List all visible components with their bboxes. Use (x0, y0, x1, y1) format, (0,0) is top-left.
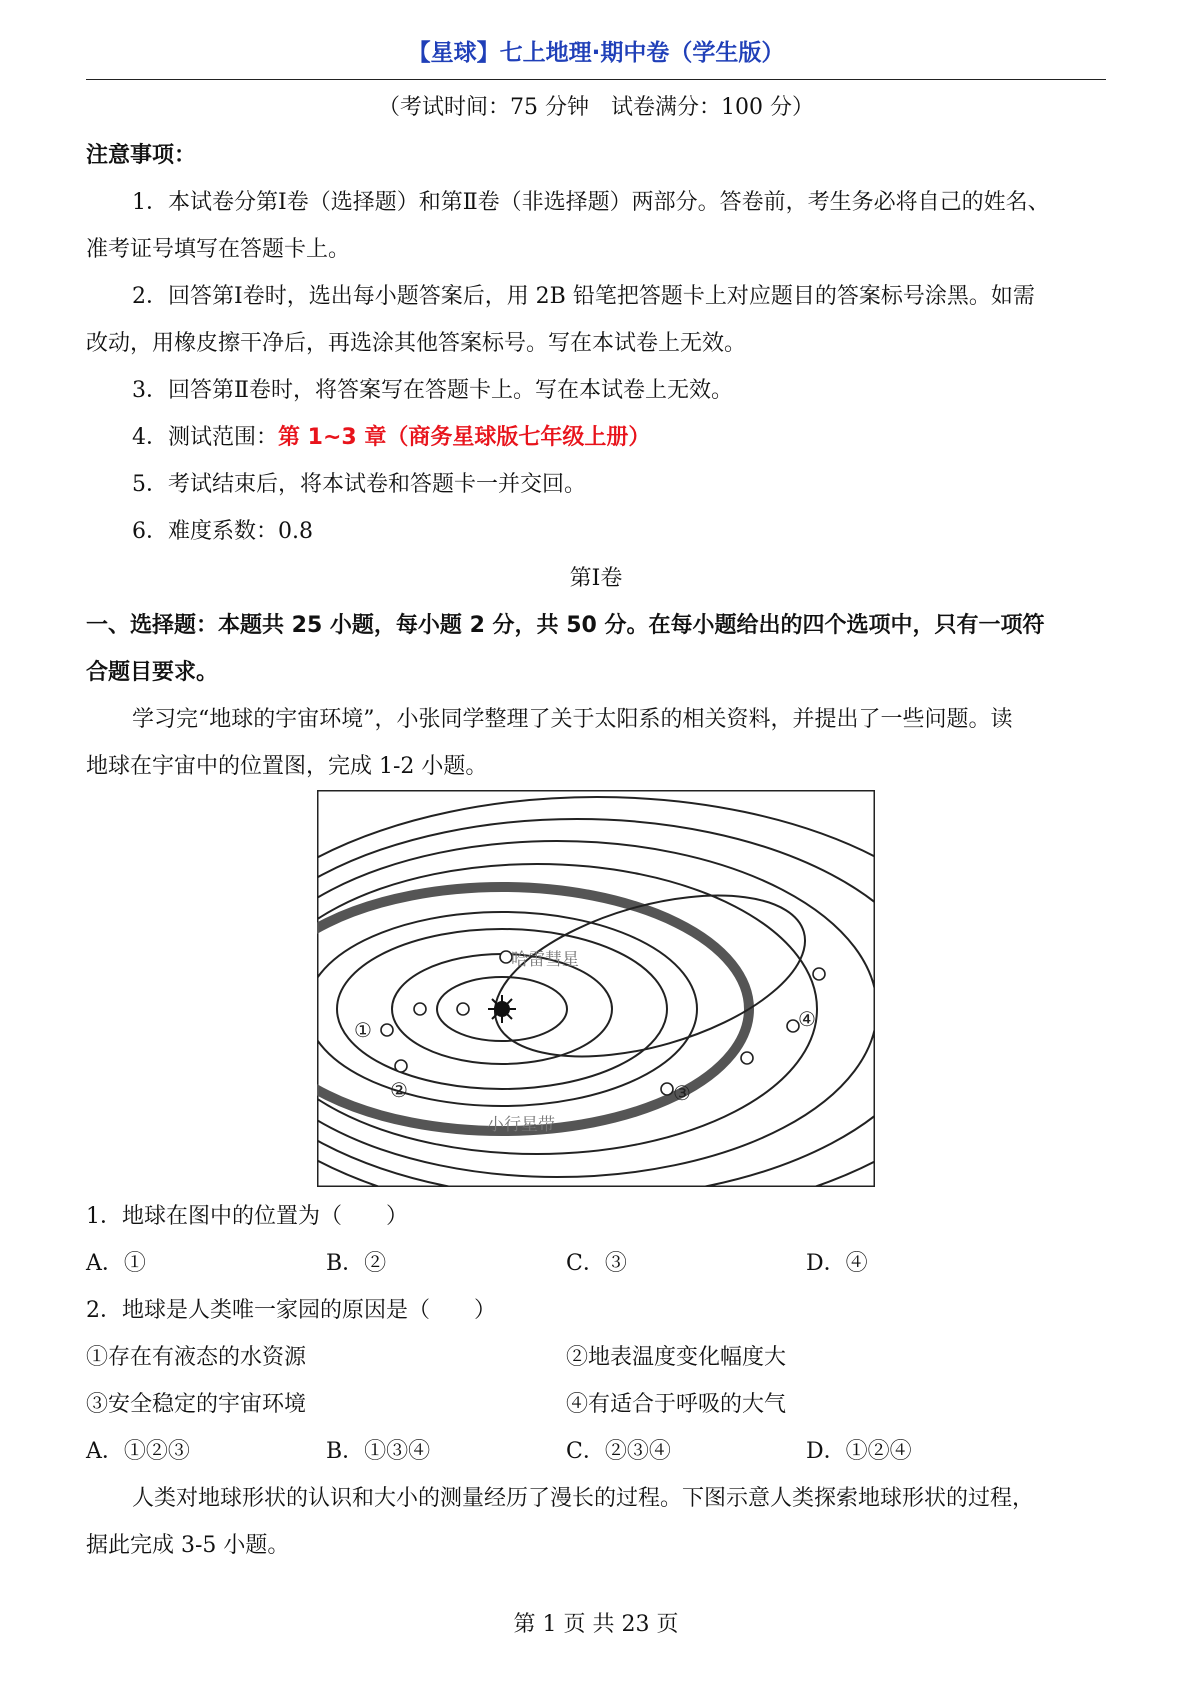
planet-venus (414, 1003, 426, 1015)
planet-marker-2 (395, 1060, 407, 1072)
q1-option-b: B．② (326, 1251, 387, 1276)
passage1-text-cont: 地球在宇宙中的位置图，完成 1-2 小题。 (86, 754, 488, 779)
volume-title: 第Ⅰ卷 (569, 566, 623, 591)
planet-saturn (741, 1052, 753, 1064)
passage2-text: 人类对地球形状的认识和大小的测量经历了漫长的过程。下图示意人类探索地球形状的过程， (132, 1486, 1035, 1511)
notice-item-3: 3．回答第Ⅱ卷时，将答案写在答题卡上。写在本试卷上无效。 (132, 378, 733, 403)
section1-heading: 一、选择题：本题共 25 小题，每小题 2 分，共 50 分。在每小题给出的四个选项中，只有一项符 (86, 613, 1045, 638)
header-divider (86, 79, 1106, 80)
passage2-text-cont: 据此完成 3-5 小题。 (86, 1533, 290, 1558)
marker-label-2: ② (390, 1078, 408, 1102)
q2-statement-4: ④有适合于呼吸的大气 (566, 1392, 787, 1417)
planet-marker-1 (381, 1024, 393, 1036)
marker-label-4: ④ (798, 1007, 816, 1031)
notice-item-4-prefix: 4．测试范围： (132, 425, 278, 450)
q2-statement-3: ③安全稳定的宇宙环境 (86, 1392, 307, 1417)
q2-option-b: B．①③④ (326, 1439, 431, 1464)
exam-info: （考试时间：75 分钟 试卷满分：100 分） (378, 95, 814, 120)
marker-label-3: ③ (673, 1081, 691, 1105)
planet-neptune (813, 968, 825, 980)
solar-system-diagram (317, 790, 875, 1187)
notice-item-2: 2．回答第Ⅰ卷时，选出每小题答案后，用 2B 铅笔把答题卡上对应题目的答案标号涂黑。如需 (132, 284, 1035, 309)
asteroid-belt-label: 小行星带 (487, 1115, 555, 1135)
question-2-stem: 2．地球是人类唯一家园的原因是（ ） (86, 1298, 496, 1323)
q2-option-c: C．②③④ (566, 1439, 671, 1464)
notice-item-1-cont: 准考证号填写在答题卡上。 (86, 237, 351, 262)
notice-heading: 注意事项： (86, 143, 197, 168)
section1-heading-cont: 合题目要求。 (86, 660, 219, 685)
page-number: 第 1 页 共 23 页 (513, 1612, 679, 1637)
notice-item-4 (132, 423, 1106, 453)
q1-option-c: C．③ (566, 1251, 627, 1276)
figure-frame (318, 791, 875, 1187)
q1-option-d: D．④ (806, 1251, 868, 1276)
page-header-title: 【星球】七上地理·期中卷（学生版） (407, 40, 785, 66)
planet-marker-3 (661, 1083, 673, 1095)
q2-option-a: A．①②③ (86, 1439, 190, 1464)
comet-label: 哈雷彗星 (511, 950, 579, 970)
passage1-text: 学习完“地球的宇宙环境”，小张同学整理了关于太阳系的相关资料，并提出了一些问题。读 (132, 707, 1013, 732)
q2-option-d: D．①②④ (806, 1439, 912, 1464)
notice-item-5: 5．考试结束后，将本试卷和答题卡一并交回。 (132, 472, 586, 497)
test-range: 第 1~3 章（商务星球版七年级上册） (278, 425, 651, 450)
q1-option-a: A．① (86, 1251, 146, 1276)
notice-item-2-cont: 改动，用橡皮擦干净后，再选涂其他答案标号。写在本试卷上无效。 (86, 331, 747, 356)
q2-statement-2: ②地表温度变化幅度大 (566, 1345, 787, 1370)
notice-item-6: 6．难度系数：0.8 (132, 519, 313, 544)
planet-mercury (457, 1003, 469, 1015)
q2-statement-1: ①存在有液态的水资源 (86, 1345, 307, 1370)
notice-item-1: 1．本试卷分第Ⅰ卷（选择题）和第Ⅱ卷（非选择题）两部分。答卷前，考生务必将自己的姓名、 (132, 190, 1050, 215)
question-1-stem: 1．地球在图中的位置为（ ） (86, 1204, 408, 1229)
sun-icon (488, 995, 516, 1023)
marker-label-1: ① (354, 1018, 372, 1042)
